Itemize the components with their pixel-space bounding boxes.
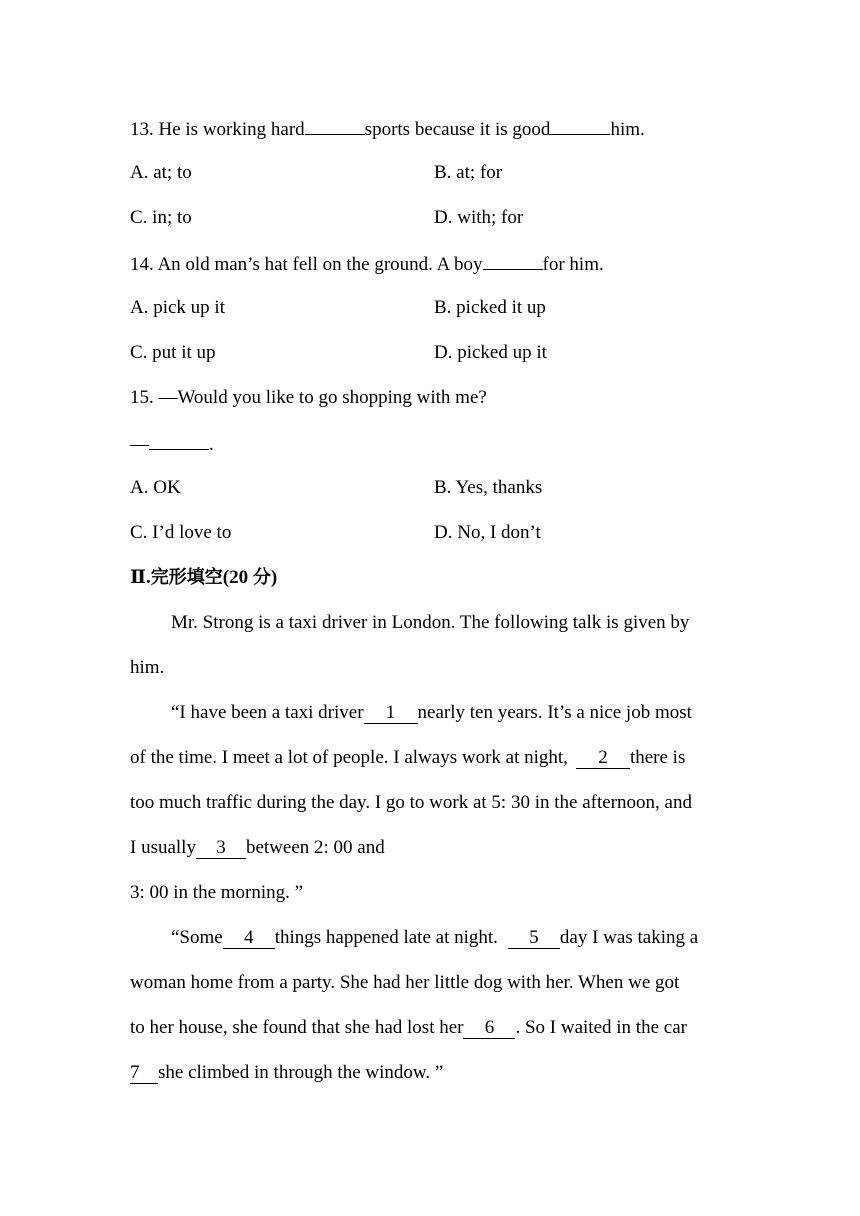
q13-option-b: B. at; for xyxy=(434,162,503,183)
passage-p2-line5: 3: 00 in the morning. ” xyxy=(130,882,304,903)
q14-text-b: for him. xyxy=(542,254,604,275)
q14-option-a: A. pick up it xyxy=(130,297,225,318)
cloze-blank-7: 7 xyxy=(130,1063,158,1084)
q15-reply-dash: — xyxy=(130,434,149,455)
passage-text: “I have been a taxi driver xyxy=(171,702,364,723)
q14-option-d: D. picked up it xyxy=(434,342,547,363)
passage-p2-line3: too much traffic during the day. I go to work at 5: 30 in the afternoon, and xyxy=(130,792,692,813)
section-2-points-close: ) xyxy=(270,567,278,588)
passage-text: things happened late at night. xyxy=(274,927,498,948)
section-2-numeral: Ⅱ. xyxy=(130,567,151,588)
passage-text: there is xyxy=(629,747,686,768)
passage-text: . So I waited in the car xyxy=(515,1017,687,1038)
passage-p2-line2 xyxy=(130,746,685,770)
question-13-stem xyxy=(130,116,645,142)
q15-option-d: D. No, I don’t xyxy=(434,522,541,543)
q14-option-b: B. picked it up xyxy=(434,297,546,318)
passage-text: day I was taking a xyxy=(559,927,699,948)
q15-option-b: B. Yes, thanks xyxy=(434,477,543,498)
passage-p3-line4 xyxy=(130,1061,443,1085)
q13-blank-2 xyxy=(550,116,610,135)
q13-text-a: 13. He is working hard xyxy=(130,119,305,140)
section-2-heading xyxy=(130,566,277,590)
cloze-blank-6: 6 xyxy=(463,1018,515,1039)
q15-reply xyxy=(130,431,214,457)
cloze-blank-5: 5 xyxy=(508,928,560,949)
q13-option-a: A. at; to xyxy=(130,162,192,183)
passage-text: between 2: 00 and xyxy=(245,837,385,858)
q13-text-c: him. xyxy=(610,119,645,140)
passage-p3-line2: woman home from a party. She had her little dog with her. When we got xyxy=(130,972,680,993)
passage-text: “Some xyxy=(171,927,223,948)
section-2-points-unit: 分 xyxy=(252,567,271,588)
passage-p3-line3 xyxy=(130,1016,687,1040)
q15-option-a: A. OK xyxy=(130,477,181,498)
cloze-blank-3: 3 xyxy=(196,838,246,859)
passage-text: nearly ten years. It’s a nice job most xyxy=(417,702,692,723)
question-14-stem xyxy=(130,251,604,277)
passage-p2-line1 xyxy=(171,701,692,725)
q15-option-c: C. I’d love to xyxy=(130,522,232,543)
passage-p2-line4 xyxy=(130,836,385,860)
cloze-blank-1: 1 xyxy=(364,703,418,724)
q13-text-b: sports because it is good xyxy=(364,119,551,140)
question-15-stem: 15. —Would you like to go shopping with me? xyxy=(130,387,487,408)
cloze-blank-4: 4 xyxy=(223,928,275,949)
passage-text: I usually xyxy=(130,837,196,858)
q14-blank xyxy=(483,251,543,270)
section-2-points-open: (20 xyxy=(222,567,253,588)
q13-option-c: C. in; to xyxy=(130,207,192,228)
q15-reply-end: . xyxy=(209,434,214,455)
passage-text: of the time. I meet a lot of people. I always work at night, xyxy=(130,747,568,768)
passage-text: to her house, she found that she had lost her xyxy=(130,1017,464,1038)
q14-option-c: C. put it up xyxy=(130,342,216,363)
passage-p1-line2: him. xyxy=(130,657,165,678)
section-2-title: 完形填空 xyxy=(150,567,223,588)
q13-option-d: D. with; for xyxy=(434,207,524,228)
cloze-blank-2: 2 xyxy=(576,748,630,769)
q14-text-a: 14. An old man’s hat fell on the ground. A boy xyxy=(130,254,483,275)
passage-text: she climbed in through the window. ” xyxy=(158,1062,444,1083)
passage-p1-line1: Mr. Strong is a taxi driver in London. The following talk is given by xyxy=(171,612,690,633)
q15-blank xyxy=(149,431,209,450)
passage-p3-line1 xyxy=(171,926,698,950)
q13-blank-1 xyxy=(305,116,365,135)
